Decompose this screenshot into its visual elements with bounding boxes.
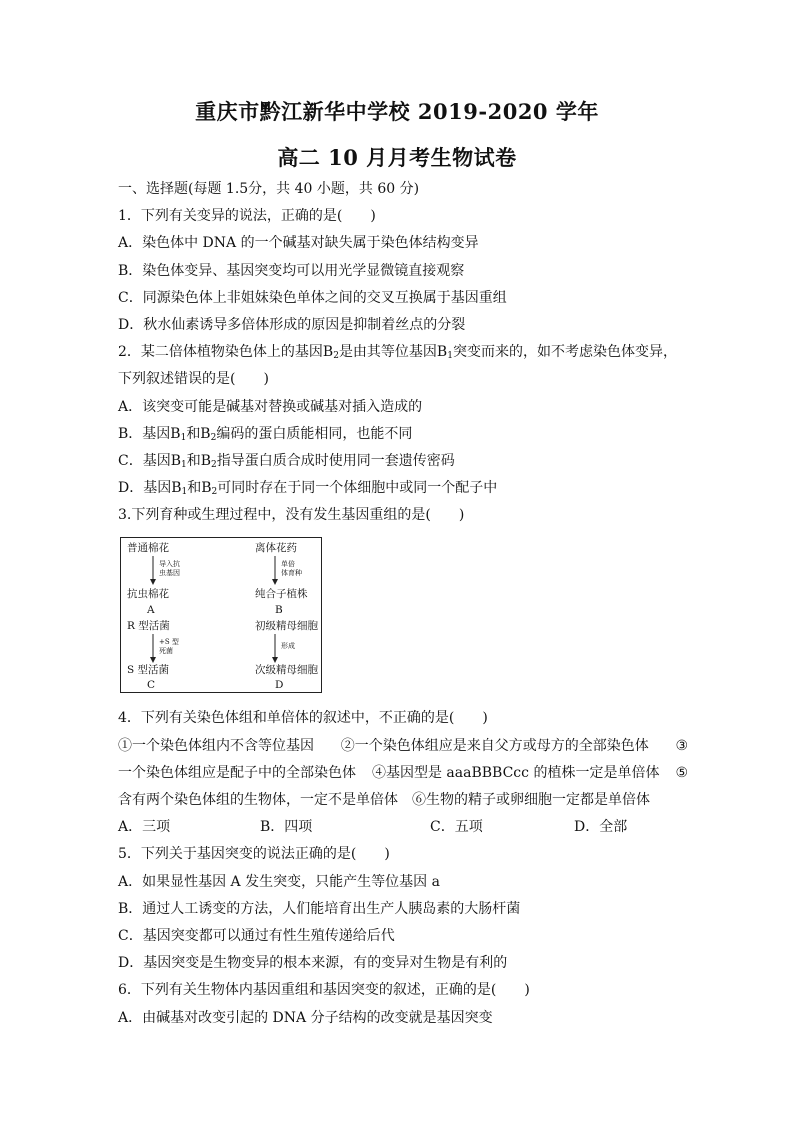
q5-option-a: A．如果显性基因 A 发生突变，只能产生等位基因 a bbox=[118, 873, 440, 890]
fig-b-label-2: 体育种 bbox=[281, 569, 302, 578]
fig-a-letter: A bbox=[147, 604, 155, 617]
fig-a-bottom: 抗虫棉花 bbox=[127, 588, 169, 601]
q6-option-a: A．由碱基对改变引起的 DNA 分子结构的改变就是基因突变 bbox=[118, 1009, 493, 1026]
fig-a-top: 普通棉花 bbox=[127, 542, 169, 555]
q4-statement-line2: 一个染色体组应是配子中的全部染色体 ④基因型是 aaaBBBCcc 的植株一定是单倍体 ⑤ bbox=[118, 764, 688, 781]
fig-c-label-1: +S 型 bbox=[159, 638, 179, 647]
fig-c-label-2: 死菌 bbox=[159, 647, 173, 656]
fig-a-label-1: 导入抗 bbox=[159, 560, 180, 569]
q5-option-d: D．基因突变是生物变异的根本来源，有的变异对生物是有利的 bbox=[118, 955, 508, 972]
fig-c-letter: C bbox=[147, 679, 156, 692]
fig-d-arrow-icon bbox=[271, 634, 279, 664]
fig-b-letter: B bbox=[275, 604, 283, 617]
q4-statement-line1: ①一个染色体组内不含等位基因 ②一个染色体组应是来自父方或母方的全部染色体 ③ bbox=[118, 737, 688, 754]
fig-b-bottom: 纯合子植株 bbox=[255, 588, 308, 601]
q4-options bbox=[118, 814, 688, 841]
fig-b-arrow-icon bbox=[271, 556, 279, 586]
fig-d-top: 初级精母细胞 bbox=[255, 620, 318, 633]
q2-stem-line2: 下列叙述错误的是( ) bbox=[118, 371, 269, 388]
q3-figure-row bbox=[118, 529, 688, 705]
q4-option-b: B．四项 bbox=[260, 819, 313, 836]
exam-title-line1: 重庆市黔江新华中学校 2019-2020 学年 bbox=[195, 99, 599, 124]
fig-d-letter: D bbox=[275, 679, 284, 692]
fig-c-arrow-icon bbox=[149, 634, 157, 664]
q1-stem: 1．下列有关变异的说法，正确的是( ) bbox=[118, 208, 376, 225]
fig-a-arrow-icon bbox=[149, 556, 157, 586]
q1-option-d: D．秋水仙素诱导多倍体形成的原因是抑制着丝点的分裂 bbox=[118, 316, 466, 333]
fig-d-label-1: 形成 bbox=[281, 642, 295, 651]
q4-option-a: A．三项 bbox=[118, 819, 171, 836]
q5-option-c: C．基因突变都可以通过有性生殖传递给后代 bbox=[118, 927, 395, 944]
q2-option-d: D．基因$B_1$和$B_2$可同时存在于同一个体细胞中或同一个配子中 bbox=[118, 480, 498, 498]
q2-option-c: C．基因$B_1$和$B_2$指导蛋白质合成时使用同一套遗传密码 bbox=[118, 452, 455, 470]
fig-b-label-1: 单倍 bbox=[281, 560, 295, 569]
q4-option-d: D．全部 bbox=[574, 819, 628, 836]
q2-option-b: B．基因$B_1$和$B_2$编码的蛋白质能相同，也能不同 bbox=[118, 425, 413, 443]
q1-option-a: A．染色体中 DNA 的一个碱基对缺失属于染色体结构变异 bbox=[118, 235, 479, 252]
q2-stem-line1: 2．某二倍体植物染色体上的基因$B_2$是由其等位基因$B_1$突变而来的，如不考虑染色体变异， bbox=[118, 344, 677, 362]
fig-b-top: 离体花药 bbox=[255, 542, 297, 555]
question-body bbox=[118, 176, 688, 1032]
q1-option-c: C．同源染色体上非姐妹染色单体之间的交叉互换属于基因重组 bbox=[118, 289, 507, 306]
exam-title-line2: 高二 10 月月考生物试卷 bbox=[277, 145, 517, 170]
fig-a-label-2: 虫基因 bbox=[159, 569, 180, 578]
q3-stem: 3.下列育种或生理过程中，没有发生基因重组的是( ) bbox=[118, 507, 465, 524]
q4-stem: 4．下列有关染色体组和单倍体的叙述中，不正确的是( ) bbox=[118, 710, 488, 727]
q2-option-a: A．该突变可能是碱基对替换或碱基对插入造成的 bbox=[118, 398, 423, 415]
q4-statement-line3: 含有两个染色体组的生物体，一定不是单倍体 ⑥生物的精子或卵细胞一定都是单倍体 bbox=[118, 792, 650, 808]
q4-option-c: C．五项 bbox=[430, 819, 483, 836]
fig-c-bottom: S 型活菌 bbox=[127, 664, 170, 677]
section-heading: 一、选择题(每题 1.5分，共 40 小题，共 60 分) bbox=[118, 181, 420, 197]
q5-option-b: B．通过人工诱变的方法，人们能培育出生产人胰岛素的大肠杆菌 bbox=[118, 900, 521, 917]
q3-figure bbox=[120, 537, 322, 693]
fig-c-top: R 型活菌 bbox=[127, 620, 170, 633]
q5-stem: 5．下列关于基因突变的说法正确的是( ) bbox=[118, 846, 390, 863]
q1-option-b: B．染色体变异、基因突变均可以用光学显微镜直接观察 bbox=[118, 262, 465, 279]
fig-d-bottom: 次级精母细胞 bbox=[255, 664, 318, 677]
q6-stem: 6．下列有关生物体内基因重组和基因突变的叙述，正确的是( ) bbox=[118, 982, 530, 999]
